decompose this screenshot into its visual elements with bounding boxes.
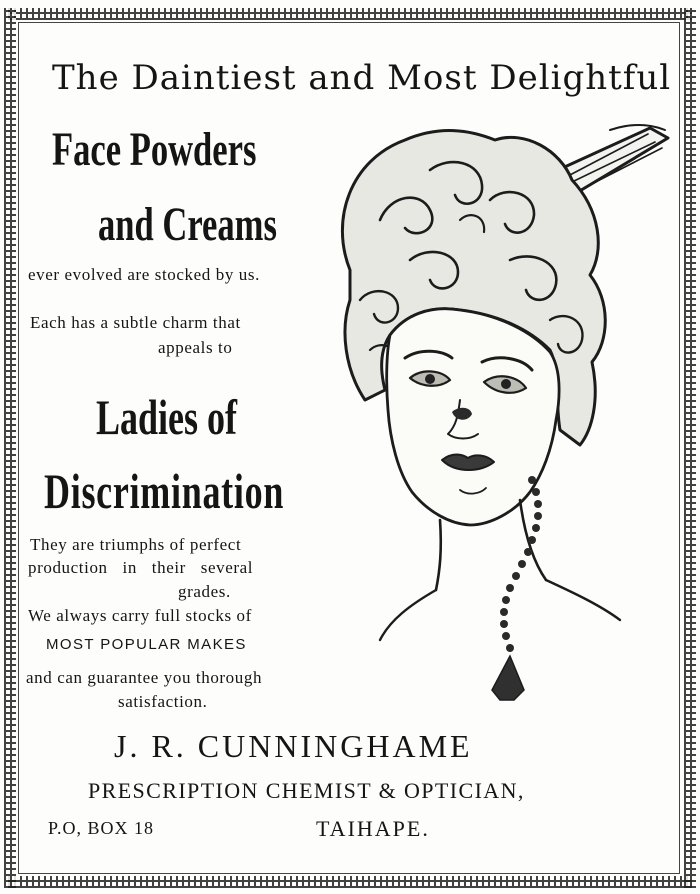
guarantee-text-line-2: satisfaction.	[118, 692, 208, 711]
product-heading-line-1: Face Powders	[52, 123, 257, 176]
ladies-heading-line-1: Ladies of	[96, 389, 238, 445]
charm-text-line-1: Each has a subtle charm that	[30, 313, 241, 332]
evolved-text: ever evolved are stocked by us.	[28, 265, 260, 284]
ornamental-border-right	[684, 8, 696, 888]
charm-text-line-2: appeals to	[158, 338, 233, 357]
product-heading-line-2: and Creams	[98, 198, 277, 251]
popular-makes-text: MOST POPULAR MAKES	[46, 636, 247, 653]
triumph-text-line-2: production in their several	[28, 558, 254, 577]
triumph-text-line-3: grades.	[178, 582, 231, 601]
woman-portrait-illustration	[310, 100, 680, 720]
ornamental-border-bottom	[8, 876, 692, 888]
triumph-text-line-1: They are triumphs of perfect	[30, 535, 242, 554]
proprietor-name: J. R. CUNNINGHAME	[114, 728, 473, 764]
po-box: P.O, BOX 18	[48, 818, 155, 838]
stocks-text: We always carry full stocks of	[28, 606, 252, 625]
headline: The Daintiest and Most Delightful	[52, 58, 672, 98]
town-name: TAIHAPE.	[316, 816, 430, 841]
ladies-heading-line-2: Discrimination	[44, 463, 285, 519]
profession-line: PRESCRIPTION CHEMIST & OPTICIAN,	[88, 778, 525, 803]
ornamental-border-top	[8, 8, 692, 20]
guarantee-text-line-1: and can guarantee you thorough	[26, 668, 263, 687]
ornamental-border-left	[4, 8, 16, 888]
